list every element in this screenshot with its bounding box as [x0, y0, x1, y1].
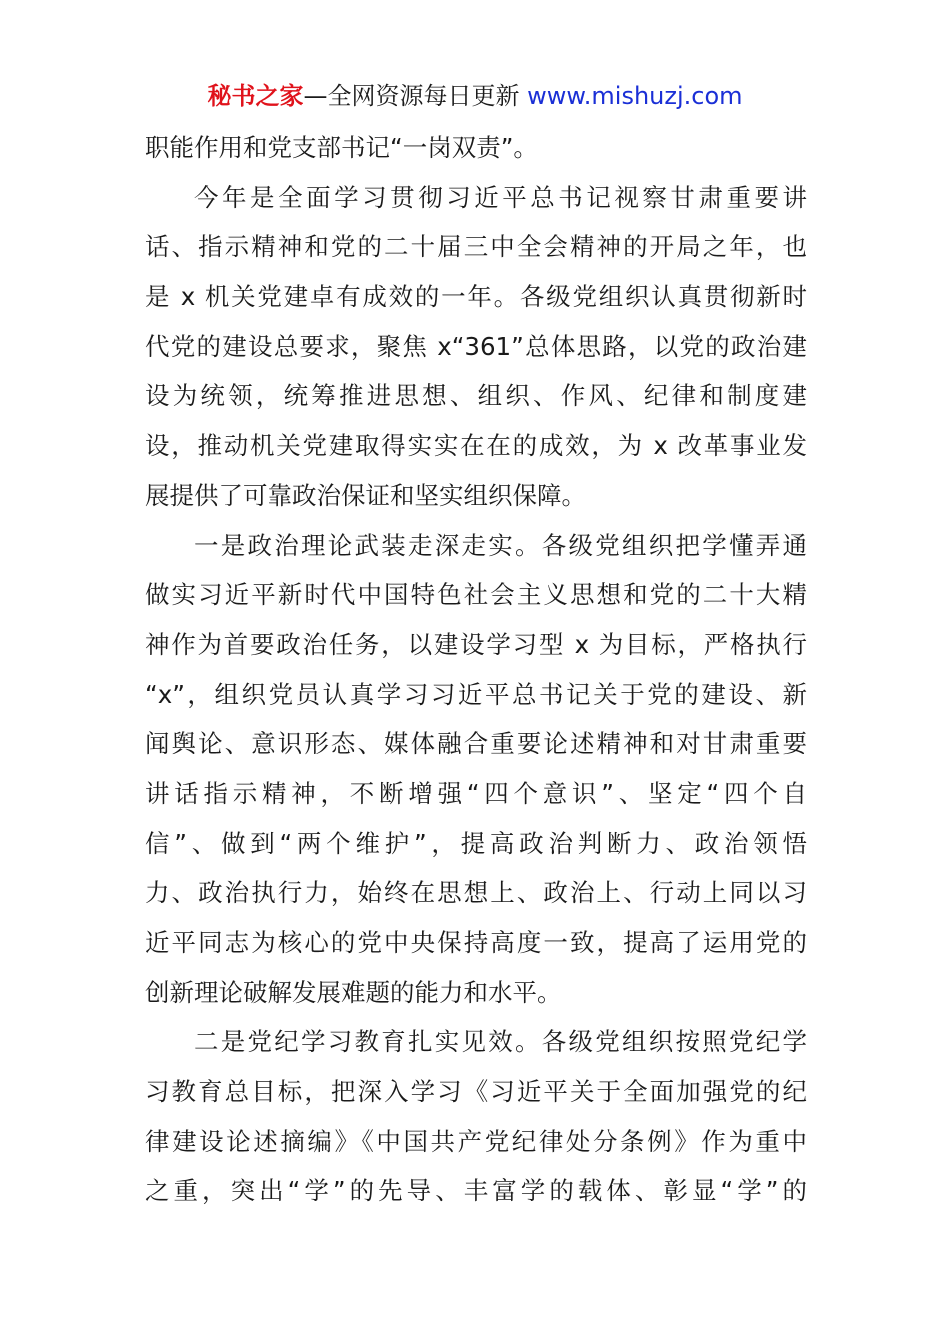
- site-tagline: —全网资源每日更新: [303, 82, 528, 110]
- text-line: 一是政治理论武装走深走实。各级党组织把学懂弄通: [194, 530, 807, 560]
- text-line: 讲话指示精神，不断增强“四个意识”、坚定“四个自: [145, 778, 807, 808]
- text-line: 职能作用和党支部书记“一岗双责”。: [145, 133, 538, 162]
- text-line: 做实习近平新时代中国特色社会主义思想和党的二十大精: [145, 580, 807, 610]
- text-line: 神作为首要政治任务，以建设学习型 x 为目标，严格执行: [145, 629, 807, 659]
- document-body: [145, 123, 807, 1216]
- text-line: 之重，突出“学”的先导、丰富学的载体、彰显“学”的: [145, 1176, 807, 1206]
- text-line: 律建设论述摘编》《中国共产党纪律处分条例》作为重中: [145, 1126, 807, 1156]
- text-line: “x”，组织党员认真学习习近平总书记关于党的建设、新: [145, 679, 807, 709]
- text-line: 设，推动机关党建取得实实在在的成效，为 x 改革事业发: [145, 431, 807, 461]
- page-header: [0, 80, 950, 112]
- text-line: 习教育总目标，把深入学习《习近平关于全面加强党的纪: [145, 1077, 807, 1107]
- text-line: 是 x 机关党建卓有成效的一年。各级党组织认真贯彻新时: [145, 282, 807, 312]
- text-line: 力、政治执行力，始终在思想上、政治上、行动上同以习: [145, 878, 807, 908]
- text-line: 设为统领，统筹推进思想、组织、作风、纪律和制度建: [145, 381, 807, 411]
- site-url-link[interactable]: www.mishuzj.com: [527, 82, 743, 110]
- text-line: 信”、做到“两个维护”，提高政治判断力、政治领悟: [145, 828, 807, 858]
- text-line: 代党的建设总要求，聚焦 x“361”总体思路，以党的政治建: [145, 331, 807, 361]
- text-line: 创新理论破解发展难题的能力和水平。: [145, 977, 562, 1007]
- text-line: 近平同志为核心的党中央保持高度一致，提高了运用党的: [145, 928, 807, 957]
- site-brand: 秘书之家: [207, 82, 304, 110]
- text-line: 今年是全面学习贯彻习近平总书记视察甘肃重要讲: [194, 182, 807, 212]
- text-line: 二是党纪学习教育扎实见效。各级党组织按照党纪学: [194, 1027, 807, 1057]
- text-line: 话、指示精神和党的二十届三中全会精神的开局之年，也: [145, 232, 807, 262]
- text-line: 闻舆论、意识形态、媒体融合重要论述精神和对甘肃重要: [145, 729, 807, 759]
- text-line: 展提供了可靠政治保证和坚实组织保障。: [145, 480, 586, 510]
